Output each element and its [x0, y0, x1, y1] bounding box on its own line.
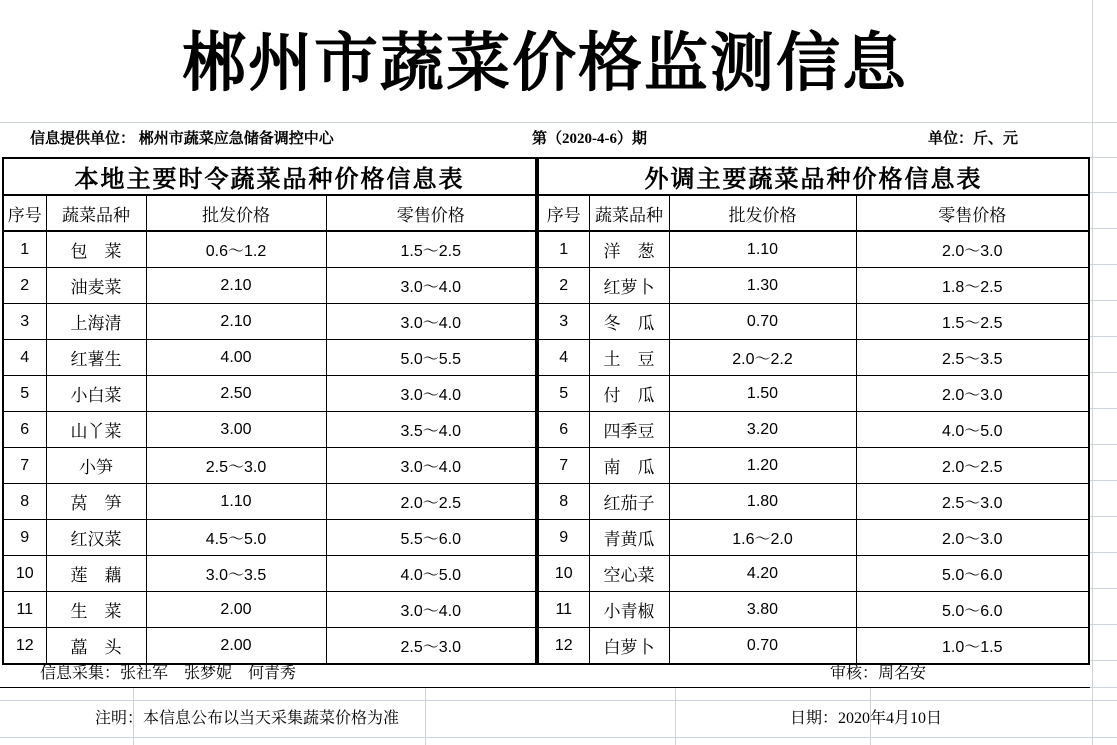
cell-index[interactable]: 4 [538, 340, 589, 376]
table-row [3, 448, 536, 484]
table-row [3, 376, 536, 412]
table-row [3, 304, 536, 340]
cell-index[interactable]: 7 [3, 448, 46, 484]
cell-vegetable[interactable]: 土 豆 [589, 340, 669, 376]
cell-retail-price[interactable]: 4.0～5.0 [326, 556, 536, 592]
table-row [3, 231, 536, 268]
cell-wholesale-price[interactable]: 3.80 [669, 592, 856, 628]
cell-vegetable[interactable]: 南 瓜 [589, 448, 669, 484]
cell-index[interactable]: 9 [3, 520, 46, 556]
cell-retail-price[interactable]: 2.0～2.5 [326, 484, 536, 520]
cell-retail-price[interactable]: 5.0～6.0 [856, 556, 1089, 592]
cell-vegetable[interactable]: 藠 头 [46, 628, 146, 665]
col-header-retail: 零售价格 [856, 195, 1089, 231]
cell-index[interactable]: 11 [538, 592, 589, 628]
cell-retail-price[interactable]: 3.0～4.0 [326, 592, 536, 628]
cell-wholesale-price[interactable]: 1.6～2.0 [669, 520, 856, 556]
page-title: 郴州市蔬菜价格监测信息 [182, 28, 908, 99]
cell-wholesale-price[interactable]: 3.00 [146, 412, 326, 448]
gridline [675, 688, 676, 745]
gridline [425, 688, 426, 745]
cell-index[interactable]: 4 [3, 340, 46, 376]
cell-retail-price[interactable]: 1.8～2.5 [856, 268, 1089, 304]
cell-retail-price[interactable]: 3.0～4.0 [326, 376, 536, 412]
col-header-retail: 零售价格 [326, 195, 536, 231]
cell-wholesale-price[interactable]: 2.00 [146, 628, 326, 665]
cell-vegetable[interactable]: 莲 藕 [46, 556, 146, 592]
cell-wholesale-price[interactable]: 0.6～1.2 [146, 231, 326, 268]
cell-wholesale-price[interactable]: 1.80 [669, 484, 856, 520]
table-row [538, 448, 1089, 484]
cell-index[interactable]: 6 [538, 412, 589, 448]
cell-retail-price[interactable]: 3.5～4.0 [326, 412, 536, 448]
table-row [3, 520, 536, 556]
table-row [3, 556, 536, 592]
cell-wholesale-price[interactable]: 4.00 [146, 340, 326, 376]
cell-vegetable[interactable]: 付 瓜 [589, 376, 669, 412]
cell-wholesale-price[interactable]: 2.10 [146, 268, 326, 304]
cell-wholesale-price[interactable]: 3.0～3.5 [146, 556, 326, 592]
cell-wholesale-price[interactable]: 2.50 [146, 376, 326, 412]
cell-vegetable[interactable]: 莴 笋 [46, 484, 146, 520]
external-table-title: 外调主要蔬菜品种价格信息表 [538, 158, 1089, 195]
cell-vegetable[interactable]: 白萝卜 [589, 628, 669, 665]
cell-vegetable[interactable]: 红薯生 [46, 340, 146, 376]
cell-index[interactable]: 10 [538, 556, 589, 592]
table-row [538, 556, 1089, 592]
cell-retail-price[interactable]: 2.5～3.0 [856, 484, 1089, 520]
cell-retail-price[interactable]: 2.0～3.0 [856, 231, 1089, 268]
cell-wholesale-price[interactable]: 1.30 [669, 268, 856, 304]
cell-retail-price[interactable]: 3.0～4.0 [326, 268, 536, 304]
cell-retail-price[interactable]: 1.5～2.5 [856, 304, 1089, 340]
cell-vegetable[interactable]: 包 菜 [46, 231, 146, 268]
cell-vegetable[interactable]: 小青椒 [589, 592, 669, 628]
table-row [3, 340, 536, 376]
cell-vegetable[interactable]: 油麦菜 [46, 268, 146, 304]
cell-wholesale-price[interactable]: 2.5～3.0 [146, 448, 326, 484]
cell-index[interactable]: 5 [538, 376, 589, 412]
cell-wholesale-price[interactable]: 4.5～5.0 [146, 520, 326, 556]
date-line: 日期：2020年4月10日 [790, 710, 943, 727]
table-row [3, 628, 536, 665]
table-row [3, 268, 536, 304]
reviewer-line: 审核：周名安 [830, 665, 927, 682]
column-header-row [3, 195, 536, 231]
col-header-index: 序号 [3, 195, 46, 231]
cell-wholesale-price[interactable]: 3.20 [669, 412, 856, 448]
col-header-vegetable: 蔬菜品种 [589, 195, 669, 231]
col-header-wholesale: 批发价格 [669, 195, 856, 231]
table-row [538, 628, 1089, 665]
info-issue-number: 第（2020-4-6）期 [532, 131, 647, 147]
cell-index[interactable]: 10 [3, 556, 46, 592]
cell-vegetable[interactable]: 四季豆 [589, 412, 669, 448]
cell-index[interactable]: 12 [538, 628, 589, 665]
gridline [1090, 157, 1117, 661]
cell-index[interactable]: 8 [3, 484, 46, 520]
cell-retail-price[interactable]: 2.5～3.5 [856, 340, 1089, 376]
local-price-table [2, 157, 537, 665]
cell-vegetable[interactable]: 空心菜 [589, 556, 669, 592]
divider [0, 687, 1090, 688]
table-row [538, 592, 1089, 628]
table-row [538, 520, 1089, 556]
table-row [538, 340, 1089, 376]
table-row [3, 412, 536, 448]
cell-index[interactable]: 3 [3, 304, 46, 340]
cell-wholesale-price[interactable]: 2.10 [146, 304, 326, 340]
cell-vegetable[interactable]: 山丫菜 [46, 412, 146, 448]
cell-retail-price[interactable]: 2.5～3.0 [326, 628, 536, 665]
cell-index[interactable]: 8 [538, 484, 589, 520]
collectors-line: 信息采集：张社军 张梦妮 何青秀 [40, 665, 297, 682]
table-row [538, 231, 1089, 268]
cell-wholesale-price[interactable]: 1.10 [669, 231, 856, 268]
cell-retail-price[interactable]: 5.0～6.0 [856, 592, 1089, 628]
external-price-table [537, 157, 1090, 665]
col-header-index: 序号 [538, 195, 589, 231]
table-row [3, 592, 536, 628]
cell-retail-price[interactable]: 1.5～2.5 [326, 231, 536, 268]
cell-retail-price[interactable]: 1.0～1.5 [856, 628, 1089, 665]
cell-index[interactable]: 9 [538, 520, 589, 556]
table-row [538, 304, 1089, 340]
cell-retail-price[interactable]: 4.0～5.0 [856, 412, 1089, 448]
cell-vegetable[interactable]: 红汉菜 [46, 520, 146, 556]
cell-retail-price[interactable]: 2.0～2.5 [856, 448, 1089, 484]
cell-retail-price[interactable]: 3.0～4.0 [326, 304, 536, 340]
cell-wholesale-price[interactable]: 1.10 [146, 484, 326, 520]
cell-retail-price[interactable]: 3.0～4.0 [326, 448, 536, 484]
cell-vegetable[interactable]: 冬 瓜 [589, 304, 669, 340]
table-row [538, 484, 1089, 520]
cell-index[interactable]: 7 [538, 448, 589, 484]
cell-index[interactable]: 5 [3, 376, 46, 412]
cell-index[interactable]: 1 [3, 231, 46, 268]
table-row [538, 412, 1089, 448]
cell-index[interactable]: 3 [538, 304, 589, 340]
table-title-row [538, 158, 1089, 195]
cell-vegetable[interactable]: 红茄子 [589, 484, 669, 520]
column-header-row [538, 195, 1089, 231]
col-header-vegetable: 蔬菜品种 [46, 195, 146, 231]
cell-vegetable[interactable]: 青黄瓜 [589, 520, 669, 556]
gridline [0, 737, 1117, 738]
cell-wholesale-price[interactable]: 1.50 [669, 376, 856, 412]
cell-vegetable[interactable]: 生 菜 [46, 592, 146, 628]
table-row [3, 484, 536, 520]
table-row [538, 268, 1089, 304]
table-title-row [3, 158, 536, 195]
cell-wholesale-price[interactable]: 2.00 [146, 592, 326, 628]
cell-retail-price[interactable]: 5.0～5.5 [326, 340, 536, 376]
gridline [1090, 687, 1117, 688]
cell-wholesale-price[interactable]: 1.20 [669, 448, 856, 484]
cell-wholesale-price[interactable]: 0.70 [669, 628, 856, 665]
cell-vegetable[interactable]: 小笋 [46, 448, 146, 484]
cell-wholesale-price[interactable]: 4.20 [669, 556, 856, 592]
info-provider: 信息提供单位： 郴州市蔬菜应急储备调控中心 [30, 131, 334, 147]
cell-vegetable[interactable]: 小白菜 [46, 376, 146, 412]
cell-retail-price[interactable]: 5.5～6.0 [326, 520, 536, 556]
cell-index[interactable]: 2 [538, 268, 589, 304]
note-line: 注明：本信息公布以当天采集蔬菜价格为准 [95, 710, 400, 727]
table-row [538, 376, 1089, 412]
cell-vegetable[interactable]: 洋 葱 [589, 231, 669, 268]
info-unit: 单位：斤、元 [928, 131, 1019, 147]
cell-index[interactable]: 12 [3, 628, 46, 665]
cell-index[interactable]: 2 [3, 268, 46, 304]
cell-vegetable[interactable]: 上海清 [46, 304, 146, 340]
cell-retail-price[interactable]: 2.0～3.0 [856, 520, 1089, 556]
cell-index[interactable]: 6 [3, 412, 46, 448]
cell-retail-price[interactable]: 2.0～3.0 [856, 376, 1089, 412]
local-table-title: 本地主要时令蔬菜品种价格信息表 [3, 158, 536, 195]
cell-index[interactable]: 1 [538, 231, 589, 268]
cell-vegetable[interactable]: 红萝卜 [589, 268, 669, 304]
cell-wholesale-price[interactable]: 0.70 [669, 304, 856, 340]
col-header-wholesale: 批发价格 [146, 195, 326, 231]
cell-wholesale-price[interactable]: 2.0～2.2 [669, 340, 856, 376]
cell-index[interactable]: 11 [3, 592, 46, 628]
